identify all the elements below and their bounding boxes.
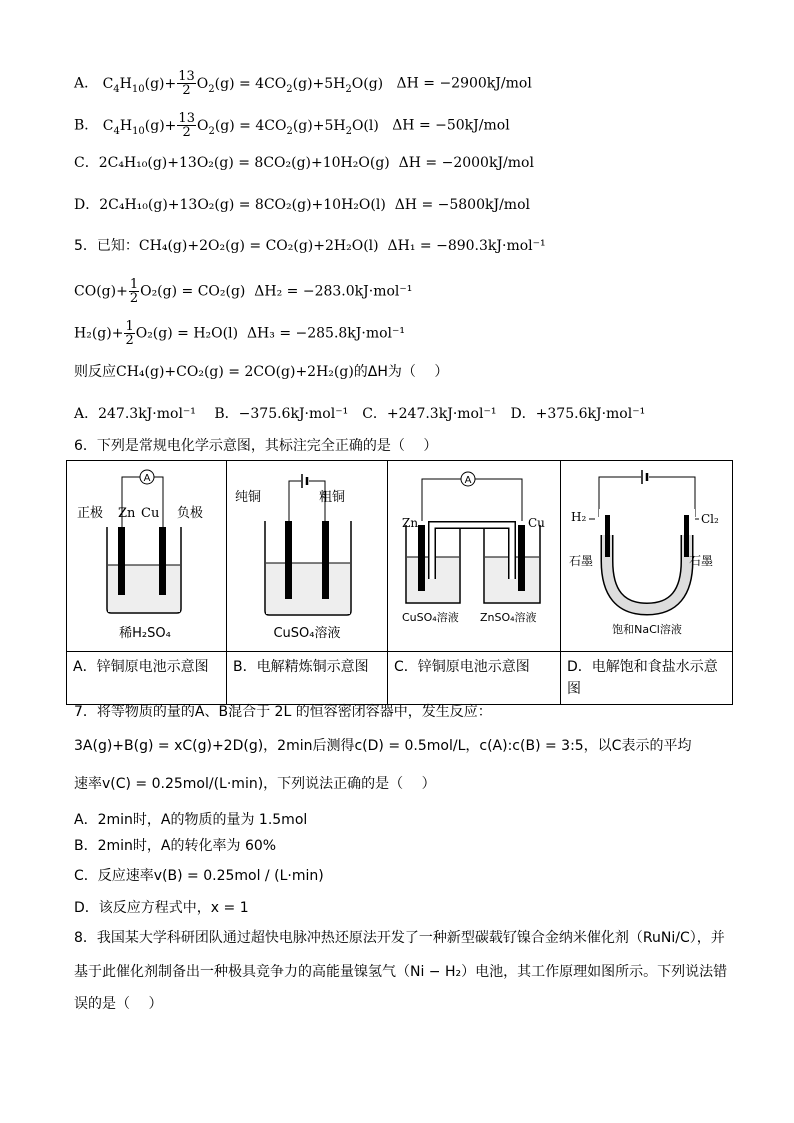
brine-electrolysis-diagram	[561, 461, 732, 647]
ammeter-label: A	[143, 473, 151, 484]
copper-refining-diagram	[227, 461, 387, 647]
q4-option-d: D．2C₄H₁₀(g)+13O₂(g) = 8CO₂(g)+10H₂O(l) ΔH = −5800kJ/mol	[74, 197, 530, 213]
label-graphite-left: 石墨	[569, 554, 594, 568]
q4-option-a: A． $C_4H_{10}(g)+$ $\frac{13}{2}$ $O_2(g) = 4CO_2(g)+5H_2O(g)$ ΔH = −2900kJ/mol	[74, 69, 532, 98]
q8-line1: 8．我国某大学科研团队通过超快电脉冲热还原法开发了一种新型碳载钌镍合金纳米催化剂（RuNi/C），并	[74, 930, 725, 946]
label-cl2: Cl₂	[701, 512, 719, 526]
q5-question: 则反应CH₄(g)+CO₂(g) = 2CO(g)+2H₂(g)的ΔH为（ ）	[74, 364, 449, 380]
q8-line2: 基于此催化剂制备出一种极具竞争力的高能量镍氢气（Ni − H₂）电池，其工作原理如图所示。下列说法错	[74, 964, 728, 980]
q7-option-c: C．反应速率v(B) = 0.25mol / (L·min)	[74, 868, 324, 884]
label-zn: Zn	[118, 506, 136, 521]
q5-options: A．247.3kJ·mol⁻¹ B．−375.6kJ·mol⁻¹ C．+247.3kJ·mol⁻¹ D．+375.6kJ·mol⁻¹	[74, 406, 646, 422]
q8-line3: 误的是（ ）	[74, 996, 163, 1012]
label-graphite-right: 石墨	[689, 554, 714, 568]
q5-eq2: CO(g)+ $\frac{1}{2}$ O₂(g) = CO₂(g) ΔH₂ = −283.0kJ·mol⁻¹	[74, 277, 413, 306]
zn-cu-cell-diagram-a	[67, 461, 226, 647]
q6-stem: 6．下列是常规电化学示意图，其标注完全正确的是（ ）	[74, 438, 438, 454]
caption-c: C．锌铜原电池示意图	[388, 652, 561, 705]
q5-eq3: H₂(g)+ $\frac{1}{2}$ O₂(g) = H₂O(l) ΔH₃ = −285.8kJ·mol⁻¹	[74, 319, 406, 348]
label-negative: 负极	[177, 506, 204, 521]
label-crude-copper: 粗铜	[319, 490, 346, 505]
label-cu-c: Cu	[528, 516, 545, 530]
q7-option-a: A．2min时，A的物质的量为 1.5mol	[74, 812, 308, 828]
label-positive: 正极	[77, 506, 104, 521]
ammeter-label-c: A	[464, 475, 472, 486]
q4-option-b: B． $C_4H_{10}(g)+$ $\frac{13}{2}$ $O_2(g) = 4CO_2(g)+5H_2O(l)$ ΔH = −50kJ/mol	[74, 111, 510, 140]
label-h2: H₂	[571, 510, 587, 524]
q7-stem: 7．将等物质的量的A、B混合于 2L 的恒容密闭容器中，发生反应：	[74, 704, 492, 720]
q6-diagram-table	[66, 460, 733, 705]
label-cu: Cu	[141, 506, 160, 521]
caption-b: B．电解精炼铜示意图	[227, 652, 388, 705]
diagram-c	[388, 461, 561, 652]
q7-option-b: B．2min时，A的转化率为 60%	[74, 838, 277, 854]
label-zn-c: Zn	[402, 516, 419, 530]
q4-option-c: C．2C₄H₁₀(g)+13O₂(g) = 8CO₂(g)+10H₂O(g) ΔH = −2000kJ/mol	[74, 155, 534, 171]
label-nacl: 饱和NaCl溶液	[612, 623, 682, 636]
diagram-b	[227, 461, 388, 652]
diagram-d	[561, 461, 733, 652]
diagram-a	[67, 461, 227, 652]
q5-eq1: 5．已知：CH₄(g)+2O₂(g) = CO₂(g)+2H₂O(l) ΔH₁ = −890.3kJ·mol⁻¹	[74, 238, 546, 254]
label-solution-a: 稀H₂SO₄	[119, 626, 171, 641]
label-solution-b: CuSO₄溶液	[273, 626, 341, 641]
caption-d: D．电解饱和食盐水示意图	[561, 652, 733, 705]
q7-option-d: D．该反应方程式中，x = 1	[74, 900, 249, 916]
label-pure-copper: 纯铜	[235, 490, 262, 505]
label-cuso4: CuSO₄溶液	[402, 611, 459, 624]
label-znso4: ZnSO₄溶液	[480, 611, 537, 624]
q7-rate: 速率v(C) = 0.25mol/(L·min)，下列说法正确的是（ ）	[74, 776, 436, 792]
zn-cu-salt-bridge-diagram	[388, 461, 560, 647]
q7-reaction: 3A(g)+B(g) = xC(g)+2D(g)，2min后测得c(D) = 0.5mol/L，c(A):c(B) = 3:5，以C表示的平均	[74, 738, 692, 754]
caption-a: A．锌铜原电池示意图	[67, 652, 227, 705]
